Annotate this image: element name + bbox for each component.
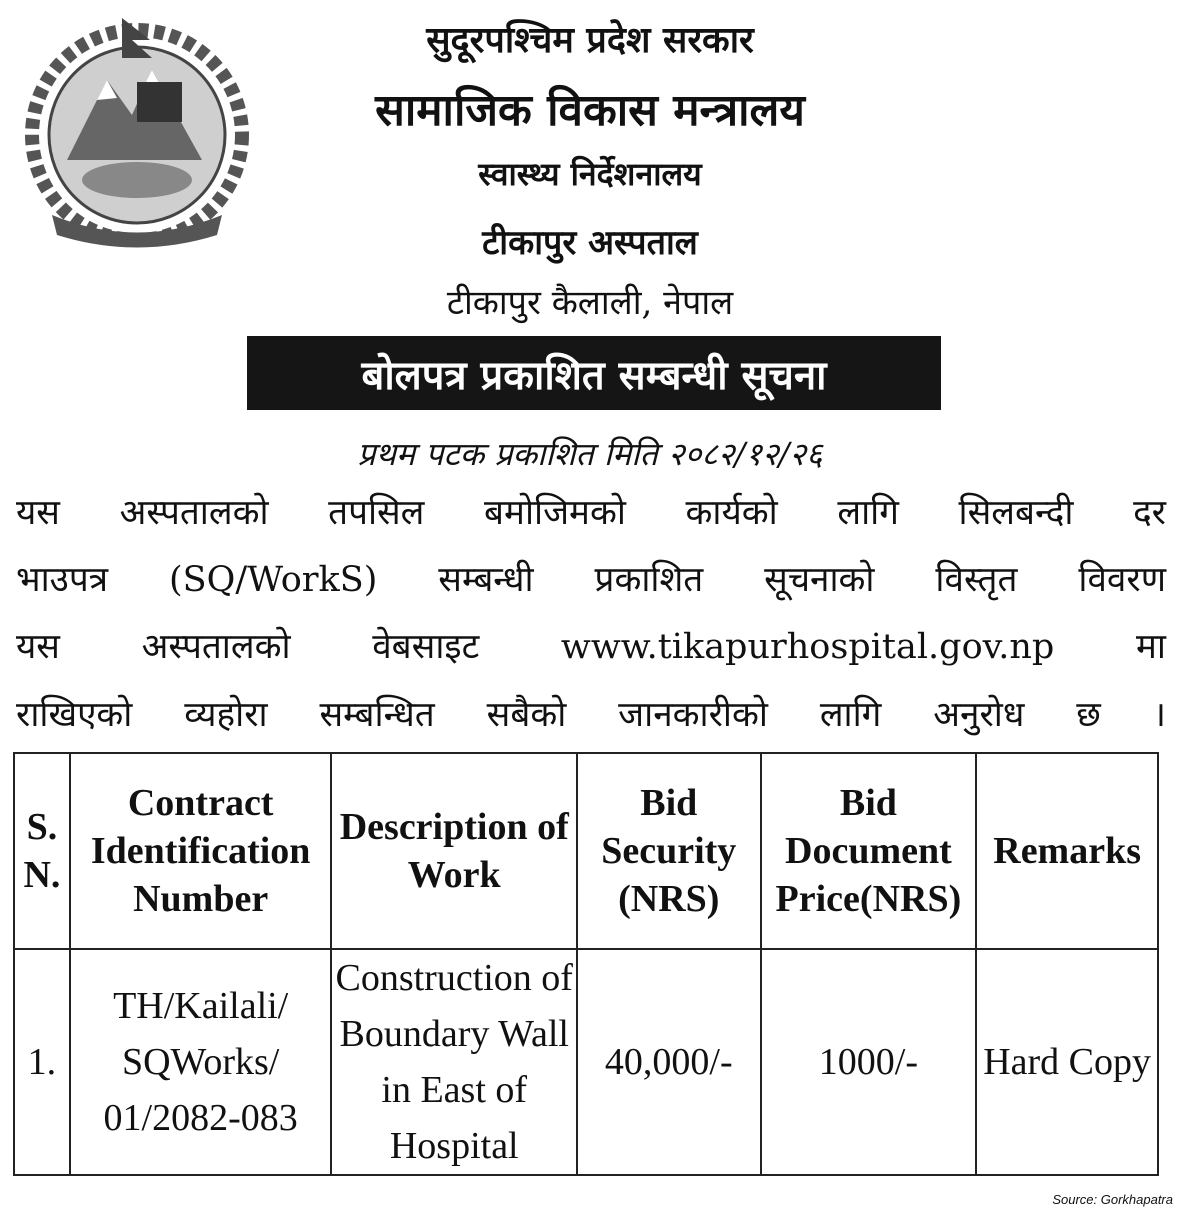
ministry-title: सामाजिक विकास मन्त्रालय [375,85,805,136]
tender-table [13,752,1159,1176]
province-government-title: सुदूरपश्चिम प्रदेश सरकार [426,19,754,61]
cell-contract-id: TH/Kailali/ SQWorks/ 01/2082-083 [70,949,332,1175]
column-header-bid-document-price: Bid Document Price(NRS) [761,753,977,949]
cell-description: Construction of Boundary Wall in East of Hospital [331,949,577,1175]
notice-title-banner: बोलपत्र प्रकाशित सम्बन्धी सूचना [247,336,941,410]
cell-remarks: Hard Copy [976,949,1158,1175]
notice-body-line: यस अस्पतालको वेबसाइट www.tikapurhospital.gov.np मा [16,627,1166,667]
table-header-row [14,753,1158,949]
directorate-title: स्वास्थ्य निर्देशनालय [478,155,702,193]
notice-body-line: यस अस्पतालको तपसिल बमोजिमको कार्यको लागि सिलबन्दी दर [16,493,1166,533]
column-header-description: Description of Work [331,753,577,949]
hospital-name: टीकापुर अस्पताल [482,223,698,263]
nepal-government-emblem-icon [12,10,262,250]
column-header-bid-security: Bid Security (NRS) [577,753,761,949]
notice-body-line: राखिएको व्यहोरा सम्बन्धित सबैको जानकारीको लागि अनुरोध छ । [16,695,1166,735]
hospital-address: टीकापुर कैलाली, नेपाल [446,283,734,323]
table-row [14,949,1158,1175]
column-header-remarks: Remarks [976,753,1158,949]
notice-body-line: भाउपत्र (SQ/WorkS) सम्बन्धी प्रकाशित सूचनाको विस्तृत विवरण [16,560,1166,600]
publish-date: प्रथम पटक प्रकाशित मिति २०८२/१२/२६ [357,435,823,473]
cell-bid-document-price: 1000/- [761,949,977,1175]
source-credit: Source: Gorkhapatra [1052,1192,1173,1207]
cell-sn: 1. [14,949,70,1175]
column-header-contract-id: Contract Identification Number [70,753,332,949]
column-header-sn: S. N. [14,753,70,949]
cell-bid-security: 40,000/- [577,949,761,1175]
